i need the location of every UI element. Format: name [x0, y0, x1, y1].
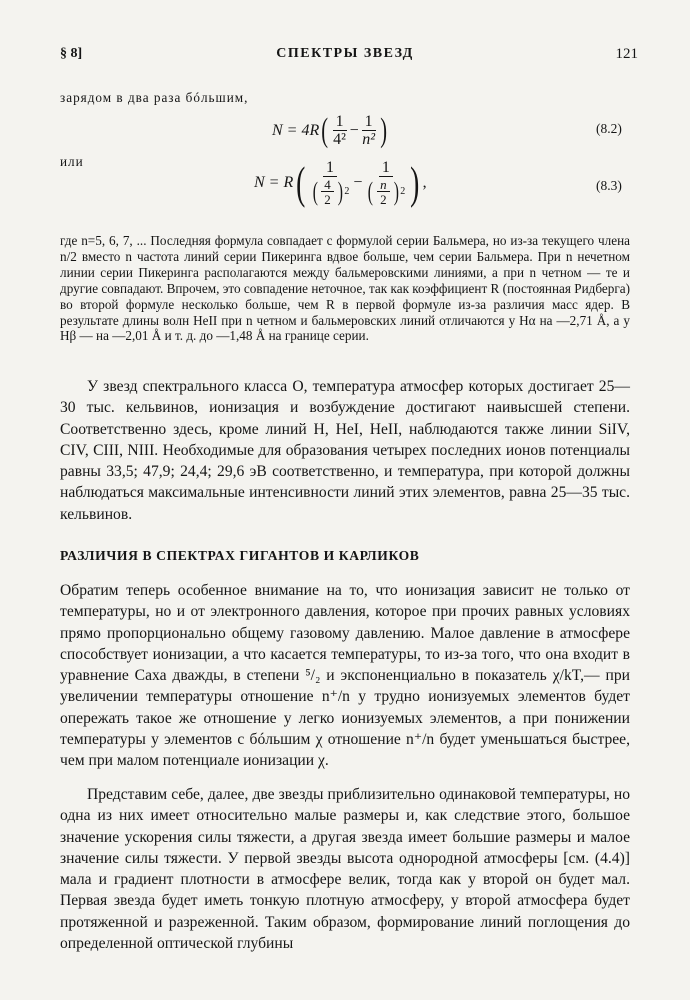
paragraph-two-stars: Представим себе, далее, две звезды приблизительно одинаковой температуры, но одна из них имеет относительно малые размеры и, как следствие этого, большое значение ускорения силы тяжести, а другая звезда имеет большие размеры и малое значение силы тяжести. У первой звезды высота однородной атмосферы [см. (4.4)] мала и градиент плотности в атмосфере велик, тогда как у второй он будет мал. Первая звезда будет иметь тонкую плотную атмосферу, у второй атмосфера будет протяженной и разреженной. Таким образом, формирование линий поглощения до определенной оптической глубины	[60, 786, 630, 953]
intro-text: зарядом в два раза бóльшим,	[60, 90, 249, 105]
eq83-fraction-2: 1 ( $\frac{n}{2}$ ) 2	[368, 159, 406, 207]
eq83-fraction-1: 1 ( $\frac{4}{2}$ ) 2	[312, 159, 350, 207]
paragraph-ionization: Обратим теперь особенное внимание на то, что ионизация зависит не только от температуры, но и от электронного давления, которое при прочих равных условиях прямо пропорционально общему газовому давлению. Малое давление в атмосфере способствует ионизации, а что касается температуры, то из-за того, что она входит в уравнение Саха дважды, в степени ⁵/₂ и экспоненциально в показатель χ/kT,— при увеличении температуры отношение n⁺/n у трудно ионизуемых элементов будет опережать такое же отношение у легко ионизуемых элементов, а при понижении температуры у элементов с бóльшим χ отношение n⁺/n будет уменьшаться быстрее, чем при малом потенциале ионизации χ.	[60, 582, 630, 770]
eq83-lhs: N = R	[254, 174, 294, 191]
eq83-minus: −	[353, 174, 363, 191]
eq82-minus: −	[349, 122, 359, 139]
section-heading: РАЗЛИЧИЯ В СПЕКТРАХ ГИГАНТОВ И КАРЛИКОВ	[60, 548, 420, 563]
eq83-left-paren: (	[296, 157, 306, 208]
page-number: 121	[615, 46, 638, 62]
eq83-number: (8.3)	[596, 178, 622, 193]
or-word: или	[60, 154, 84, 169]
section-marker: § 8]	[60, 46, 83, 61]
eq82-left-paren: (	[321, 112, 329, 149]
eq82-fraction-2: $\frac{1}{\text{n²}}$	[362, 113, 375, 148]
equation-8-3: N = R ( 1 ( $\frac{4}{2}$ ) 2 − 1 ( $\frac{n}{2}$ ) 2 ) ,	[254, 157, 427, 208]
running-title: СПЕКТРЫ ЗВЕЗД	[276, 46, 414, 61]
eq82-fraction-1: $\frac{1}{\text{4²}}$	[333, 113, 346, 148]
small-print-paragraph: где n=5, 6, 7, ... Последняя формула совпадает с формулой серии Бальмера, но из-за текущего члена n/2 вместо n частота линий серии Пикеринга вдвое больше, чем серии Бальмера. При n нечетном линии серии Пикеринга располагаются между бальмеровскими линиями, а при n четном — те и другие совпадают. Впрочем, это совпадение неточное, так как коэффициент R (постоянная Ридберга) во второй формуле несколько больше, чем R в первой формуле из-за различия масс ядер. В результате длины волн HeII при n четном и бальмеровских линий отличаются у Hα на —2,71 Å, а у Hβ — на —2,01 Å и т. д. до —1,48 Å на границе серии.	[60, 233, 630, 344]
paragraph-class-o: У звезд спектрального класса O, температура атмосфер которых достигает 25—30 тыс. кельвинов, ионизация и возбуждение достигают наивысшей степени. Соответственно здесь, кроме линий H, HeI, HeII, наблюдаются также линии SiIV, CIV, CIII, NIII. Необходимые для образования четырех последних ионов потенциалы равны 33,5; 47,9; 24,4; 29,6 эВ соответственно, и температура, при которой должны наблюдаться максимальные интенсивности линий этих элементов, равна 25—35 тыс. кельвинов.	[60, 378, 630, 523]
eq82-lhs: N = 4R	[272, 122, 320, 139]
equation-8-2	[272, 114, 389, 148]
eq82-number: (8.2)	[596, 121, 622, 136]
eq82-right-paren: )	[379, 112, 387, 149]
eq83-right-paren: )	[410, 157, 420, 208]
